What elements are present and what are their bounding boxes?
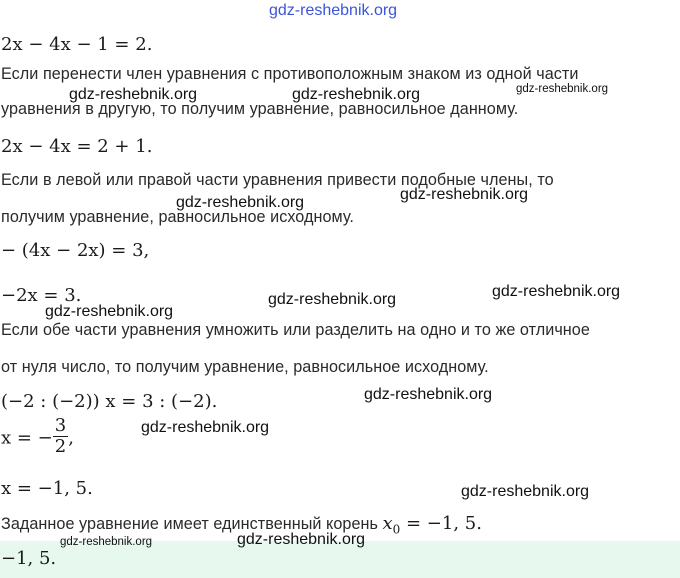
- equation-6-tail: ,: [68, 427, 74, 449]
- fraction-denominator: 2: [54, 436, 67, 457]
- equation-7: x = −1, 5.: [1, 478, 93, 499]
- watermark: gdz-reshebnik.org: [516, 83, 609, 95]
- final-answer: −1, 5.: [1, 548, 57, 569]
- conclusion-text: Заданное уравнение имеет единственный корень: [1, 515, 379, 533]
- watermark-top: gdz-reshebnik.org: [269, 2, 398, 19]
- watermark: gdz-reshebnik.org: [237, 531, 366, 548]
- equation-6-lhs: x = −: [1, 427, 53, 449]
- equation-1: 2x − 4x − 1 = 2.: [1, 34, 153, 55]
- watermark: gdz-reshebnik.org: [176, 194, 305, 211]
- watermark: gdz-reshebnik.org: [492, 283, 621, 300]
- root-variable: x: [382, 513, 393, 534]
- explanation-2-line-1: Если в левой или правой части уравнения привести подобные члены, то: [1, 171, 554, 189]
- watermark: gdz-reshebnik.org: [60, 536, 153, 548]
- explanation-1-line-1: Если перенести член уравнения с противоположным знаком из одной части: [1, 65, 579, 83]
- explanation-3-line-1: Если обе части уравнения умножить или разделить на одно и то же отличное: [1, 321, 590, 339]
- equation-5: (−2 : (−2)) x = 3 : (−2).: [1, 391, 218, 412]
- explanation-2-line-2: получим уравнение, равносильное исходному.: [1, 208, 354, 226]
- explanation-1-line-2: уравнения в другую, то получим уравнение, равносильное данному.: [1, 100, 519, 118]
- watermark: gdz-reshebnik.org: [69, 86, 198, 103]
- equation-3: − (4x − 2x) = 3,: [1, 240, 150, 261]
- watermark: gdz-reshebnik.org: [400, 186, 529, 203]
- fraction: [53, 416, 68, 457]
- fraction-numerator: 3: [54, 415, 67, 436]
- watermark: gdz-reshebnik.org: [141, 419, 270, 436]
- watermark: gdz-reshebnik.org: [268, 291, 397, 308]
- equation-2: 2x − 4x = 2 + 1.: [1, 136, 153, 157]
- root-expression: [382, 513, 482, 537]
- watermark: gdz-reshebnik.org: [45, 303, 174, 320]
- equation-4: −2x = 3.: [1, 285, 82, 306]
- watermark: gdz-reshebnik.org: [364, 386, 493, 403]
- root-subscript: 0: [392, 522, 401, 537]
- equation-6: [1, 415, 74, 459]
- watermark: gdz-reshebnik.org: [461, 483, 590, 500]
- watermark: gdz-reshebnik.org: [292, 86, 421, 103]
- explanation-3-line-2: от нуля число, то получим уравнение, равносильное исходному.: [1, 358, 489, 376]
- root-value: = −1, 5.: [400, 513, 482, 534]
